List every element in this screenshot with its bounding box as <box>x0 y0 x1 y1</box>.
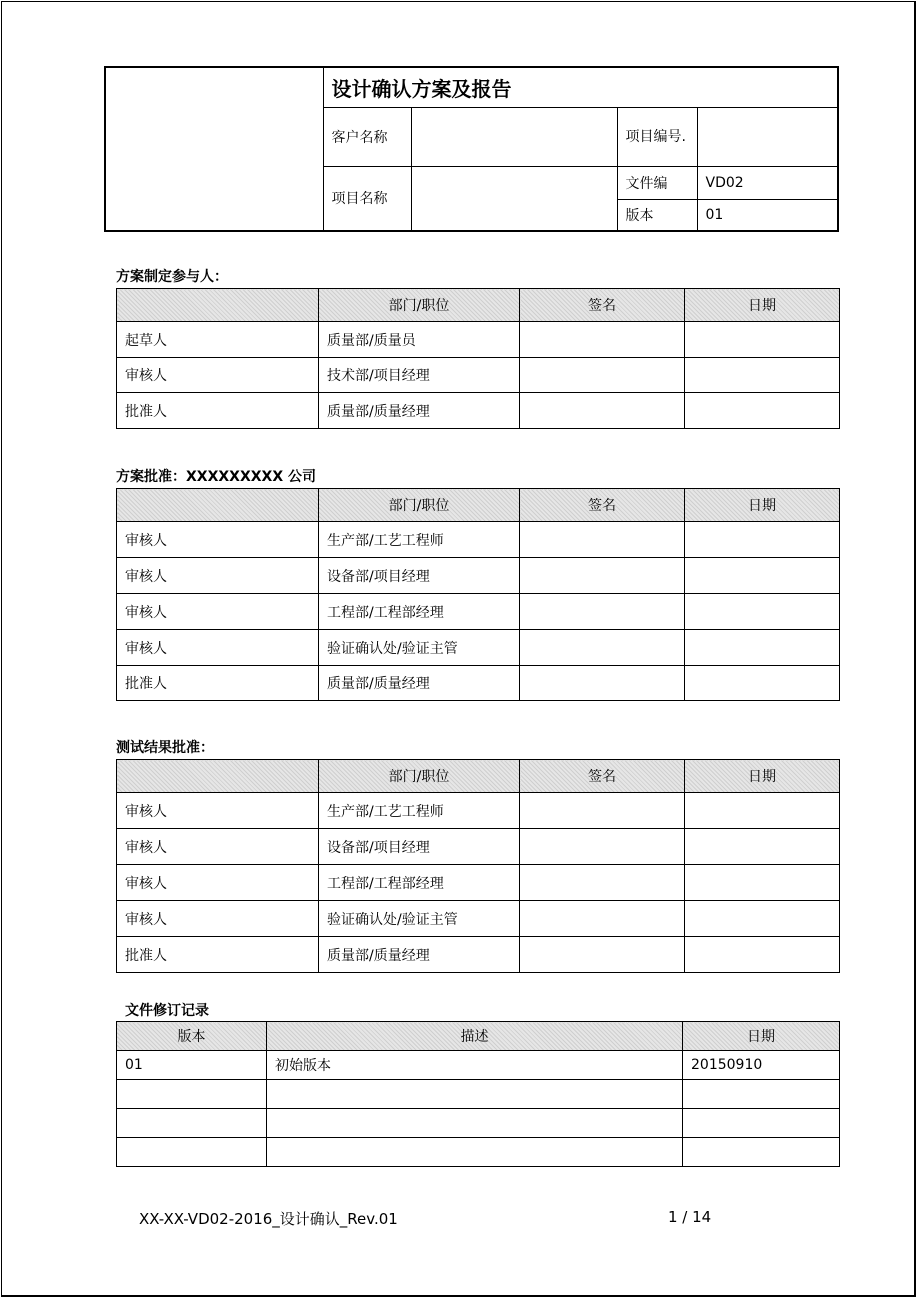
revision-version-cell: 01 <box>117 1051 267 1080</box>
dept-cell: 生产部/工艺工程师 <box>319 522 520 558</box>
table-row <box>117 793 840 829</box>
signature-cell[interactable] <box>520 393 685 429</box>
revision-desc-cell: 初始版本 <box>267 1051 683 1080</box>
signature-cell[interactable] <box>520 901 685 937</box>
dept-cell: 质量部/质量员 <box>319 322 520 358</box>
column-header: 日期 <box>683 1022 840 1051</box>
revision-desc-cell[interactable] <box>267 1109 683 1138</box>
customer-value[interactable] <box>411 107 617 166</box>
column-header: 签名 <box>520 289 685 322</box>
table-row <box>117 829 840 865</box>
role-cell: 审核人 <box>117 793 319 829</box>
role-cell: 批准人 <box>117 666 319 701</box>
signature-cell[interactable] <box>520 793 685 829</box>
revision-date-cell[interactable] <box>683 1109 840 1138</box>
revision-desc-cell[interactable] <box>267 1138 683 1167</box>
column-header: 描述 <box>267 1022 683 1051</box>
column-header: 部门/职位 <box>319 489 520 522</box>
date-cell[interactable] <box>685 322 840 358</box>
revision-table <box>116 1021 840 1167</box>
date-cell[interactable] <box>685 937 840 973</box>
date-cell[interactable] <box>685 558 840 594</box>
signature-cell[interactable] <box>520 937 685 973</box>
table-row <box>117 937 840 973</box>
column-header: 部门/职位 <box>319 289 520 322</box>
signature-cell[interactable] <box>520 522 685 558</box>
date-cell[interactable] <box>685 865 840 901</box>
date-cell[interactable] <box>685 901 840 937</box>
role-cell: 审核人 <box>117 558 319 594</box>
table-row <box>117 865 840 901</box>
revision-version-cell[interactable] <box>117 1138 267 1167</box>
signature-cell[interactable] <box>520 630 685 666</box>
date-cell[interactable] <box>685 522 840 558</box>
revision-date-cell[interactable] <box>683 1080 840 1109</box>
signature-cell[interactable] <box>520 829 685 865</box>
version-value: 01 <box>697 199 838 231</box>
role-cell: 审核人 <box>117 901 319 937</box>
signature-cell[interactable] <box>520 358 685 393</box>
dept-cell: 验证确认处/验证主管 <box>319 630 520 666</box>
customer-label: 客户名称 <box>323 107 411 166</box>
role-cell: 审核人 <box>117 829 319 865</box>
date-cell[interactable] <box>685 829 840 865</box>
table-row <box>117 558 840 594</box>
column-header: 签名 <box>520 489 685 522</box>
date-cell[interactable] <box>685 358 840 393</box>
dept-cell: 设备部/项目经理 <box>319 829 520 865</box>
dept-cell: 设备部/项目经理 <box>319 558 520 594</box>
column-header: 版本 <box>117 1022 267 1051</box>
role-cell: 审核人 <box>117 630 319 666</box>
table-row <box>117 630 840 666</box>
signature-cell[interactable] <box>520 666 685 701</box>
dept-cell: 工程部/工程部经理 <box>319 594 520 630</box>
test-approval-heading: 测试结果批准： <box>116 740 214 756</box>
revision-date-cell: 20150910 <box>683 1051 840 1080</box>
table-row <box>117 666 840 701</box>
dept-cell: 工程部/工程部经理 <box>319 865 520 901</box>
date-cell[interactable] <box>685 793 840 829</box>
column-header <box>117 289 319 322</box>
header-table <box>104 66 839 232</box>
date-cell[interactable] <box>685 594 840 630</box>
table-row <box>117 522 840 558</box>
role-cell: 起草人 <box>117 322 319 358</box>
column-header: 日期 <box>685 289 840 322</box>
table-row <box>117 358 840 393</box>
participants-table <box>116 288 840 429</box>
project-no-label: 项目编号. <box>617 107 697 166</box>
table-row <box>117 1109 840 1138</box>
signature-cell[interactable] <box>520 865 685 901</box>
revision-version-cell[interactable] <box>117 1080 267 1109</box>
column-header: 签名 <box>520 760 685 793</box>
plan-approval-heading: 方案批准：XXXXXXXXX 公司 <box>116 469 317 485</box>
dept-cell: 技术部/项目经理 <box>319 358 520 393</box>
column-header <box>117 489 319 522</box>
table-row <box>117 901 840 937</box>
dept-cell: 质量部/质量经理 <box>319 937 520 973</box>
project-name-label: 项目名称 <box>323 166 411 231</box>
table-row <box>117 1138 840 1167</box>
test-approval-table <box>116 759 840 973</box>
date-cell[interactable] <box>685 393 840 429</box>
column-header <box>117 760 319 793</box>
version-label: 版本 <box>617 199 697 231</box>
role-cell: 审核人 <box>117 865 319 901</box>
footer-page-number: 1 / 14 <box>668 1208 712 1226</box>
table-row <box>117 594 840 630</box>
table-row <box>117 322 840 358</box>
column-header: 日期 <box>685 489 840 522</box>
plan-approval-table <box>116 488 840 701</box>
project-name-value[interactable] <box>411 166 617 231</box>
doc-no-value: VD02 <box>697 166 838 199</box>
dept-cell: 质量部/质量经理 <box>319 393 520 429</box>
project-no-value[interactable] <box>697 107 838 166</box>
footer-doc-id: XX-XX-VD02-2016_设计确认_Rev.01 <box>139 1210 398 1228</box>
table-row <box>117 1080 840 1109</box>
logo-cell <box>105 67 323 231</box>
date-cell[interactable] <box>685 666 840 701</box>
revision-version-cell[interactable] <box>117 1109 267 1138</box>
role-cell: 批准人 <box>117 393 319 429</box>
role-cell: 批准人 <box>117 937 319 973</box>
revision-desc-cell[interactable] <box>267 1080 683 1109</box>
date-cell[interactable] <box>685 630 840 666</box>
document-title: 设计确认方案及报告 <box>323 67 838 107</box>
participants-heading: 方案制定参与人： <box>116 269 228 285</box>
role-cell: 审核人 <box>117 522 319 558</box>
signature-cell[interactable] <box>520 322 685 358</box>
signature-cell[interactable] <box>520 558 685 594</box>
revision-date-cell[interactable] <box>683 1138 840 1167</box>
column-header: 日期 <box>685 760 840 793</box>
table-row <box>117 393 840 429</box>
doc-no-label: 文件编 <box>617 166 697 199</box>
dept-cell: 质量部/质量经理 <box>319 666 520 701</box>
role-cell: 审核人 <box>117 358 319 393</box>
column-header: 部门/职位 <box>319 760 520 793</box>
dept-cell: 生产部/工艺工程师 <box>319 793 520 829</box>
role-cell: 审核人 <box>117 594 319 630</box>
dept-cell: 验证确认处/验证主管 <box>319 901 520 937</box>
signature-cell[interactable] <box>520 594 685 630</box>
revision-heading: 文件修订记录 <box>125 1003 209 1019</box>
table-row <box>117 1051 840 1080</box>
